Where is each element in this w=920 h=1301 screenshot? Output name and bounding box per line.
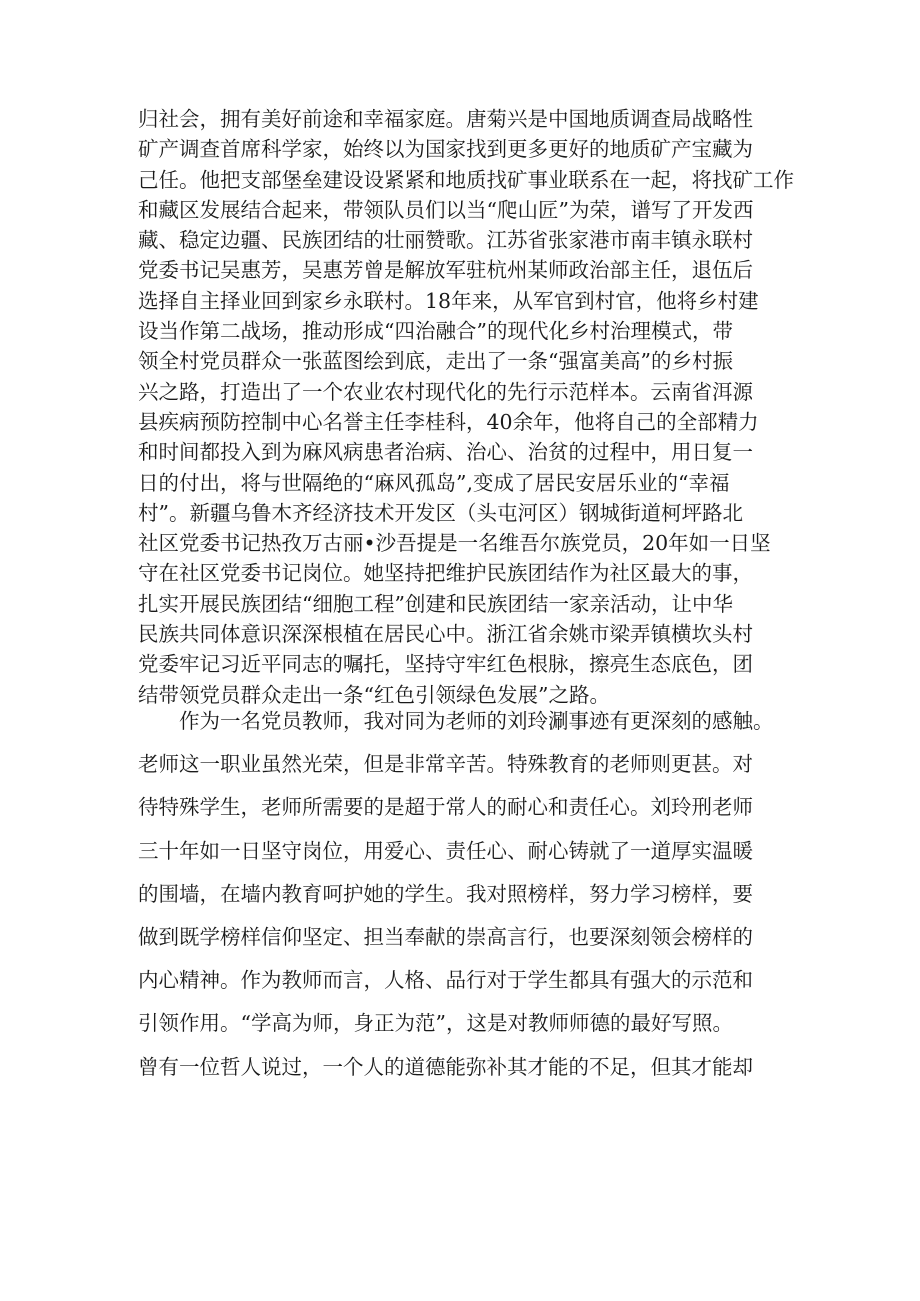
paragraph-2 (138, 700, 798, 1089)
text-line: 社区党委书记热孜万古丽•沙吾提是一名维吾尔族党员，20年如一日坚 (138, 531, 771, 556)
text-line: 矿产调查首席科学家，始终以为国家找到更多更好的地质矿产宝藏为 (138, 137, 753, 162)
text-line: 引领作用。“学高为师，身正为范”，这是对教师师德的最好写照。 (138, 1011, 733, 1036)
text-line: 选择自主择业回到家乡永联村。18年来，从军官到村官，他将乡村建 (138, 288, 759, 313)
text-line: 结带领党员群众走出一条“红色引领绿色发展”之路。 (138, 682, 610, 707)
text-line: 和时间都投入到为麻风病患者治病、治心、治贫的过程中，用日复一 (138, 440, 753, 465)
text-line: 己任。他把支部堡垒建设设紧紧和地质找矿事业联系在一起，将找矿工作 (138, 167, 794, 192)
text-line: 的围墙，在墙内教育呵护她的学生。我对照榜样，努力学习榜样，要 (138, 881, 753, 906)
text-line: 曾有一位哲人说过，一个人的道德能弥补其才能的不足，但其才能却 (138, 1054, 753, 1079)
text-line: 日的付出，将与世隔绝的“麻风孤岛”,变成了居民安居乐业的“幸福 (138, 470, 730, 495)
text-line: 做到既学榜样信仰坚定、担当奉献的崇高言行，也要深刻领会榜样的 (138, 925, 753, 950)
text-line: 归社会，拥有美好前途和幸福家庭。唐菊兴是中国地质调查局战略性 (138, 107, 753, 131)
text-line: 兴之路，打造出了一个农业农村现代化的先行示范样本。云南省洱源 (138, 379, 753, 404)
text-line: 领全村党员群众一张蓝图绘到底，走出了一条“强富美高”的乡村振 (138, 349, 733, 374)
text-line: 作为一名党员教师，我对同为老师的刘玲涮事迹有更深刻的感触。 (179, 709, 774, 733)
text-line: 和藏区发展结合起来，带领队员们以当“爬山匠”为荣，谱写了开发西 (138, 197, 754, 222)
text-line: 村”。新疆乌鲁木齐经济技术开发区（头屯河区）钢城街道柯坪路北 (138, 500, 743, 525)
text-line: 藏、稳定边疆、民族团结的壮丽赞歌。江苏省张家港市南丰镇永联村 (138, 228, 753, 253)
text-line: 守在社区党委书记岗位。她坚持把维护民族团结作为社区最大的事， (138, 561, 753, 586)
text-line: 三十年如一日坚守岗位，用爱心、责任心、耐心铸就了一道厚实温暖 (138, 838, 753, 863)
text-line: 党委书记吴惠芳，吴惠芳曾是解放军驻杭州某师政治部主任，退伍后 (138, 258, 753, 283)
text-line: 老师这一职业虽然光荣，但是非常辛苦。特殊教育的老师则更甚。对 (138, 752, 753, 777)
text-line: 民族共同体意识深深根植在居民心中。浙江省余姚市梁弄镇横坎头村 (138, 622, 753, 647)
paragraph-1 (138, 104, 798, 710)
text-line: 县疾病预防控制中心名誉主任李桂科，40余年，他将自己的全部精力 (138, 409, 759, 434)
text-line: 待特殊学生，老师所需要的是超于常人的耐心和责任心。刘玲刑老师 (138, 795, 753, 820)
text-line: 扎实开展民族团结“细胞工程”创建和民族团结一家亲活动，让中华 (138, 591, 733, 616)
text-line: 设当作第二战场，推动形成“四治融合”的现代化乡村治理模式，带 (138, 319, 733, 344)
text-line: 党委牢记习近平同志的嘱托，坚持守牢红色根脉，擦亮生态底色，团 (138, 652, 753, 677)
text-line: 内心精神。作为教师而言，人格、品行对于学生都具有强大的示范和 (138, 968, 753, 993)
